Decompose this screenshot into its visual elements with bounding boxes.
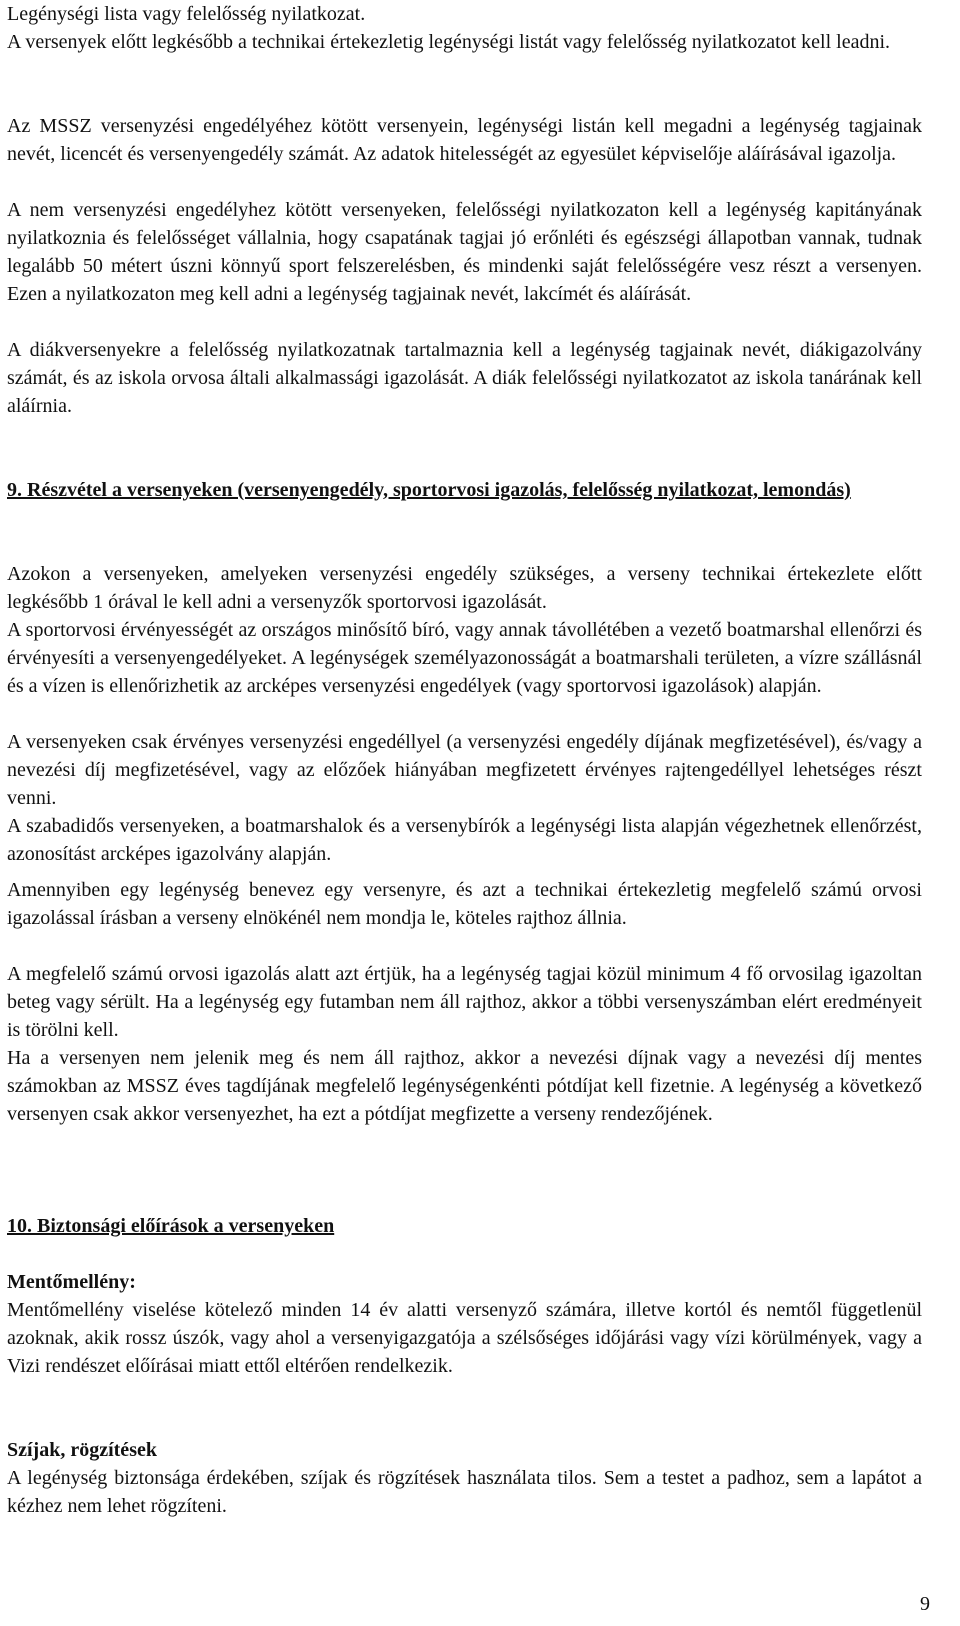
paragraph-student-races: A diákversenyekre a felelősség nyilatkozatnak tartalmaznia kell a legénység tagjainak nevét, diákigazolvány számát, és az iskola orvosa általi alkalmassági igazolását. A diák felelősségi nyilatkozatot az iskola tanárának kell aláírnia. [7,339,922,417]
paragraph-valid-license: A versenyeken csak érvényes versenyzési engedéllyel (a versenyzési engedély díjának megfizetésével), és/vagy a nevezési díj megfizetésével, vagy az előzőek hiányában megfizetett érvényes rajtengedéllyel lehetséges részt venni. [7,731,922,809]
subheading-life-jacket: Mentőmellény: [7,1271,136,1293]
paragraph-life-jacket: Mentőmellény viselése kötelező minden 14 év alatti versenyző számára, illetve kortól és nemtől függetlenül azoknak, akik rossz úszók, vagy ahol a versenyigazgatója a szélsőséges időjárási vagy vízi körülmények, vagy a Vizi rendészet előírásai miatt ettől eltérően rendelkezik. [7,1299,922,1377]
section-heading-9: 9. Részvétel a versenyeken (versenyengedély, sportorvosi igazolás, felelősség nyilatkozat, lemondás) [7,479,851,501]
section-heading-10: 10. Biztonsági előírások a versenyeken [7,1215,335,1237]
paragraph-crew-list-title: Legénységi lista vagy felelősség nyilatkozat. [7,3,366,25]
paragraph-medical-definition: A megfelelő számú orvosi igazolás alatt azt értjük, ha a legénység tagjai közül minimum 4 fő orvosilag igazoltan beteg vagy sérült. Ha a legénység egy futamban nem áll rajthoz, akkor a többi versenyszámban elért eredményeit is törölni kell. [7,963,922,1041]
subheading-straps: Szíjak, rögzítések [7,1439,157,1461]
paragraph-crew-list-deadline: A versenyek előtt legkésőbb a technikai értekezletig legénységi listát vagy felelősség nyilatkozatot kell leadni. [7,31,891,53]
page-number: 9 [920,1593,930,1615]
paragraph-straps: A legénység biztonsága érdekében, szíjak és rögzítések használata tilos. Sem a testet a padhoz, sem a lapátot a kézhez nem lehet rögzíteni. [7,1467,922,1517]
paragraph-medical-certificate: Azokon a versenyeken, amelyeken versenyzési engedély szükséges, a verseny technikai értekezlete előtt legkésőbb 1 órával le kell adni a versenyzők sportorvosi igazolását. [7,563,922,613]
paragraph-boatmarshal-check: A sportorvosi érvényességét az országos minősítő bíró, vagy annak távollétében a vezető boatmarshal ellenőrzi és érvényesíti a versenyengedélyeket. A legénységek személyazonosságát a boatmarshali területen, a vízre szállásnál és a vízen is ellenőrizhetik az arcképes versenyzési engedélyek (vagy sportorvosi igazolások) alapján. [7,619,922,697]
paragraph-liability-statement: A nem versenyzési engedélyhez kötött versenyeken, felelősségi nyilatkozaton kell a legénység kapitányának nyilatkoznia és felelősséget vállalnia, hogy csapatának tagjai jó erőnléti és egészségi állapotban vannak, tudnak legalább 50 métert úszni könnyű sport felszerelésben, és mindenki saját felelősségére vesz részt a versenyen. Ezen a nyilatkozaton meg kell adni a legénység tagjainak nevét, lakcímét és aláírását. [7,199,922,305]
paragraph-entry-withdrawal: Amennyiben egy legénység benevez egy versenyre, és azt a technikai értekezletig megfelelő számú orvosi igazolással írásban a verseny elnökénél nem mondja le, köteles rajthoz állnia. [7,879,922,929]
paragraph-mssz-crew-list: Az MSSZ versenyzési engedélyéhez kötött versenyein, legénységi listán kell megadni a legénység tagjainak nevét, licencét és versenyengedély számát. Az adatok hitelességét az egyesület képviselője aláírásával igazolja. [7,115,922,165]
paragraph-leisure-races: A szabadidős versenyeken, a boatmarshalok és a versenybírók a legénységi lista alapján végezhetnek ellenőrzést, azonosítást arcképes igazolvány alapján. [7,815,922,865]
paragraph-no-show-fee: Ha a versenyen nem jelenik meg és nem áll rajthoz, akkor a nevezési díjnak vagy a nevezési díj mentes számokban az MSSZ éves tagdíjának megfelelő legénységenkénti pótdíjat kell fizetnie. A legénység a következő versenyen csak akkor versenyezhet, ha ezt a pótdíjat megfizette a verseny rendezőjének. [7,1047,922,1125]
